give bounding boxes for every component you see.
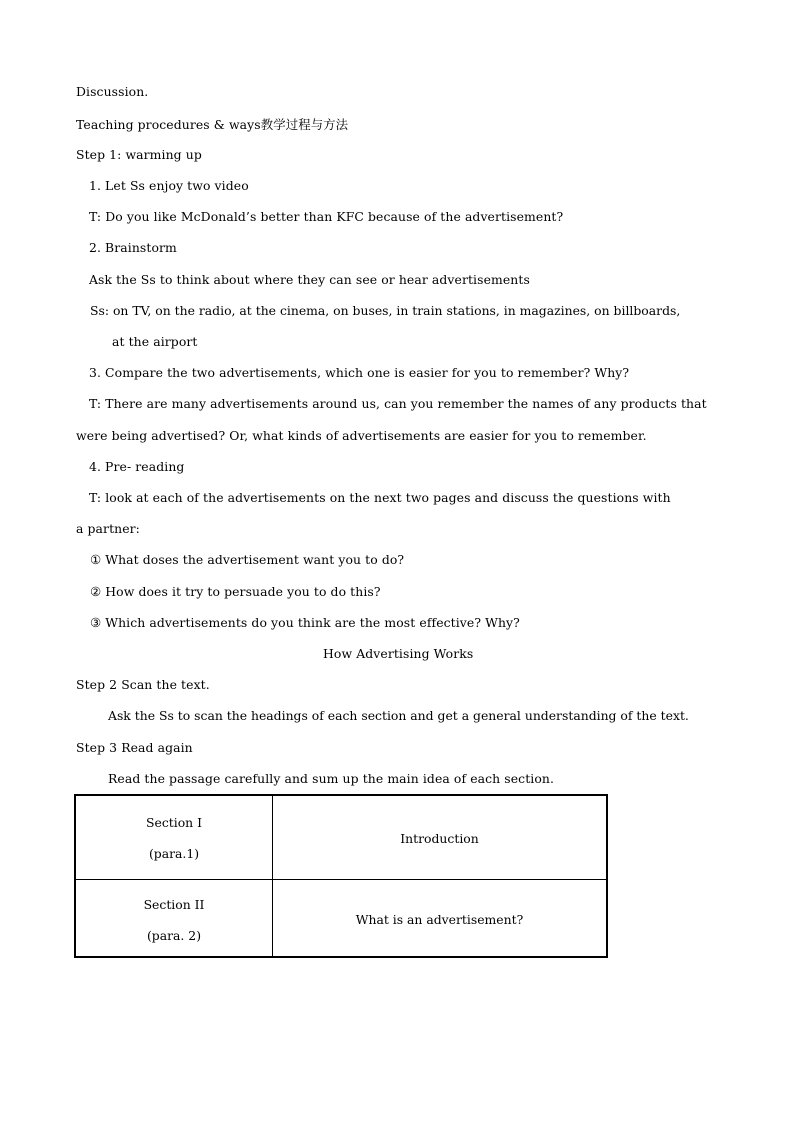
main-idea-cell — [273, 880, 606, 958]
section-label: Section II — [143, 897, 205, 912]
step1-heading: Step 1: warming up — [76, 147, 202, 162]
section-label: Section I — [146, 815, 202, 830]
teacher-question-mcdonalds: T: Do you like McDonald’s better than KFC because of the advertisement? — [89, 209, 564, 224]
main-idea-cell — [273, 796, 606, 879]
step1-item3: 3. Compare the two advertisements, which one is easier for you to remember? Why? — [89, 365, 630, 380]
step1-item4: 4. Pre- reading — [89, 459, 185, 474]
text-title: How Advertising Works — [323, 646, 474, 661]
pre-reading-instruction-line1: T: look at each of the advertisements on the next two pages and discuss the questions with — [89, 490, 671, 505]
step3-heading: Step 3 Read again — [76, 740, 193, 755]
question-2: ② How does it try to persuade you to do this? — [90, 584, 381, 599]
paragraph-label: (para. 2) — [146, 928, 202, 943]
discussion-line: Discussion. — [76, 84, 149, 99]
table-row — [76, 796, 606, 880]
teaching-procedures-heading: Teaching procedures & ways教学过程与方法 — [76, 117, 349, 132]
table-row — [76, 880, 606, 958]
brainstorm-instruction: Ask the Ss to think about where they can see or hear advertisements — [89, 272, 530, 287]
step1-item1: 1. Let Ss enjoy two video — [89, 178, 249, 193]
main-idea-text: Introduction — [400, 831, 479, 846]
paragraph-label: (para.1) — [148, 846, 200, 861]
section-cell — [76, 796, 273, 879]
question-3: ③ Which advertisements do you think are the most effective? Why? — [90, 615, 520, 630]
step2-instruction: Ask the Ss to scan the headings of each section and get a general understanding of the text. — [108, 708, 689, 723]
step2-heading: Step 2 Scan the text. — [76, 677, 210, 692]
section-cell — [76, 880, 273, 958]
teacher-prompt-line2: were being advertised? Or, what kinds of advertisements are easier for you to remember. — [76, 428, 647, 443]
step1-item2: 2. Brainstorm — [89, 240, 177, 255]
question-1: ① What doses the advertisement want you to do? — [90, 552, 405, 567]
section-summary-table — [74, 794, 608, 958]
teacher-prompt-line1: T: There are many advertisements around us, can you remember the names of any products that — [89, 396, 707, 411]
pre-reading-instruction-line2: a partner: — [76, 521, 140, 536]
students-answer-line1: Ss: on TV, on the radio, at the cinema, on buses, in train stations, in magazines, on billboards, — [90, 303, 681, 318]
step3-instruction: Read the passage carefully and sum up the main idea of each section. — [108, 771, 555, 786]
students-answer-line2: at the airport — [112, 334, 198, 349]
main-idea-text: What is an advertisement? — [355, 912, 524, 927]
